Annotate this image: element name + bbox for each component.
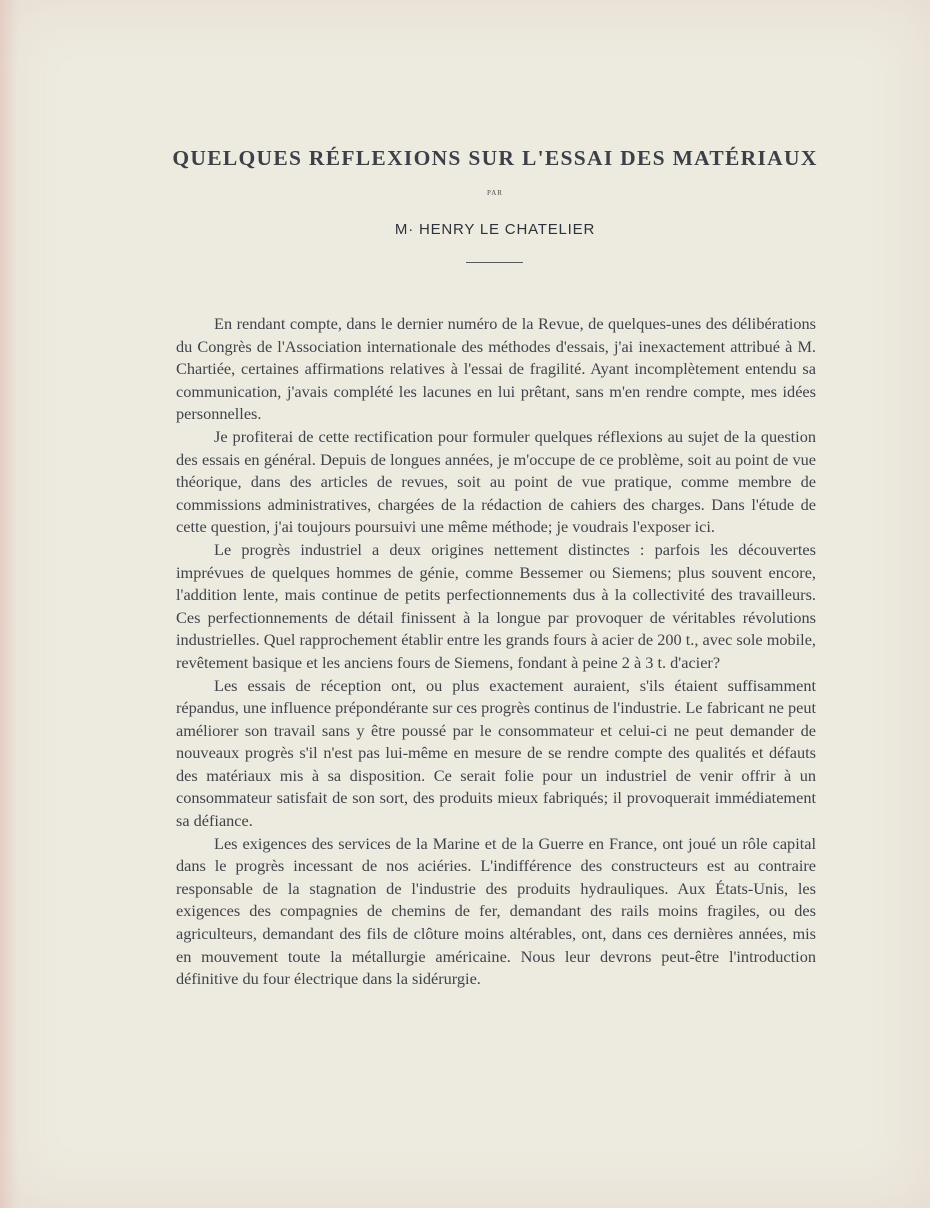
paragraph: Le progrès industriel a deux origines nettement distinctes : parfois les découvertes imprévues de quelques hommes de génie, comme Bessemer ou Siemens; plus souvent encore, l'addition lente, mais continue de petits perfectionnements dus à la collectivité des travailleurs. Ces perfectionnements de détail finissent à la longue par provoquer de véritables révolutions industrielles. Quel rapprochement établir entre les grands fours à acier de 200 t., avec sole mobile, revêtement basique et les anciens fours de Siemens, fondant à peine 2 à 3 t. d'acier? [176, 539, 816, 672]
paragraph: Les essais de réception ont, ou plus exactement auraient, s'ils étaient suffisamment répandus, une influence prépondérante sur ces progrès continus de l'industrie. Le fabricant ne peut améliorer son travail sans y être poussé par le consommateur et celui-ci ne peut demander de nouveaux progrès s'il n'est pas lui-même en mesure de se rendre compte des qualités et défauts des matériaux mis à sa disposition. Ce serait folie pour un industriel de venir offrir à un consommateur satisfait de son sort, des produits mieux fabriqués; il provoquerait immédiatement sa défiance. [176, 675, 816, 831]
byline-par: PAR [487, 189, 503, 197]
article-body [176, 313, 816, 991]
article-title: QUELQUES RÉFLEXIONS SUR L'ESSAI DES MATÉRIAUX [172, 146, 818, 170]
paragraph: Je profiterai de cette rectification pour formuler quelques réflexions au sujet de la question des essais en général. Depuis de longues années, je m'occupe de ce problème, soit au point de vue théorique, dans des articles de revues, soit au point de vue pratique, comme membre de commissions administratives, chargées de la rédaction de cahiers des charges. Dans l'étude de cette question, j'ai toujours poursuivi une même méthode; je voudrais l'exposer ici. [176, 426, 816, 537]
paragraph: En rendant compte, dans le dernier numéro de la Revue, de quelques-unes des délibérations du Congrès de l'Association internationale des méthodes d'essais, j'ai inexactement attribué à M. Chartiée, certaines affirmations relatives à l'essai de fragilité. Ayant incomplètement entendu sa communication, j'avais complété les lacunes en lui prêtant, sans m'en rendre compte, mes idées personnelles. [176, 314, 816, 424]
title-divider [466, 262, 523, 263]
paragraph: Les exigences des services de la Marine et de la Guerre en France, ont joué un rôle capital dans le progrès incessant de nos aciéries. L'indifférence des constructeurs est au contraire responsable de la stagnation de l'industrie des produits hydrauliques. Aux États-Unis, les exigences des compagnies de chemins de fer, demandant des rails moins fragiles, ou des agriculteurs, demandant des fils de clôture moins altérables, ont, dans ces dernières années, mis en mouvement toute la métallurgie américaine. Nous leur devrons peut-être l'introduction définitive du four électrique dans la sidérurgie. [176, 833, 816, 989]
article-author: M· HENRY LE CHATELIER [394, 221, 596, 238]
page-edge-shading [0, 0, 18, 1208]
